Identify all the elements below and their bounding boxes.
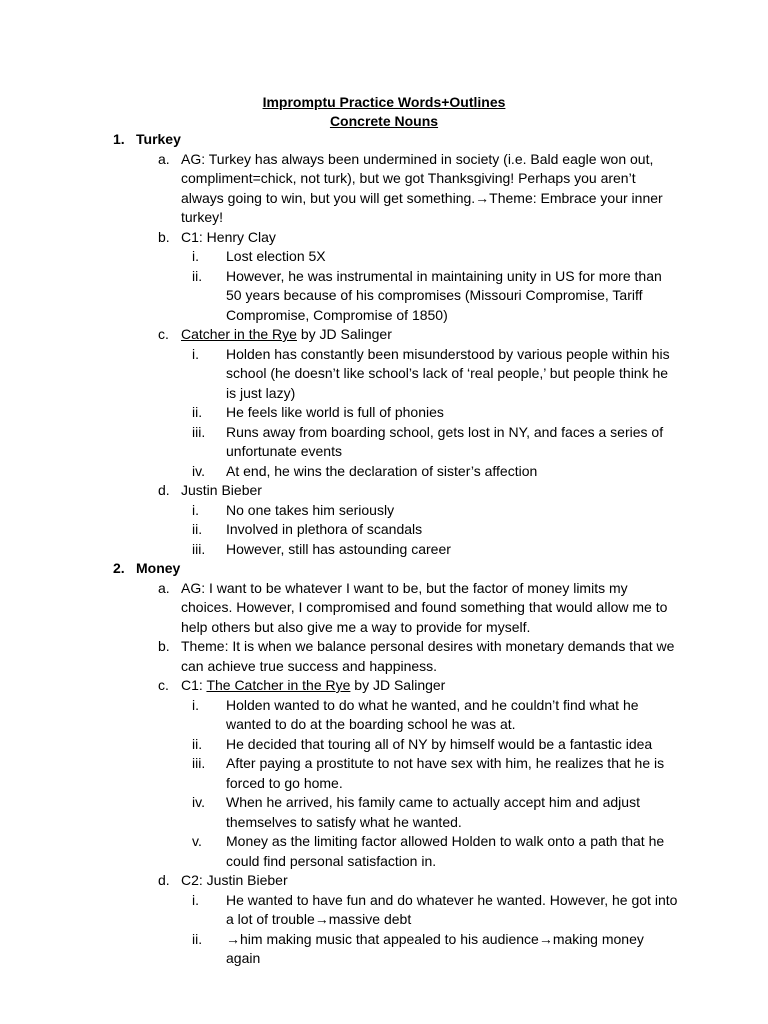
sub-item <box>0 267 768 326</box>
item-text: by JD Salinger <box>296 326 392 342</box>
item-marker: c. <box>158 677 169 693</box>
item-text: Lost election 5X <box>226 248 326 264</box>
item-marker: i. <box>192 248 199 264</box>
list-item <box>0 325 768 345</box>
sub-item <box>0 793 768 832</box>
section-title: Money <box>136 560 181 576</box>
section-title: Turkey <box>136 131 181 147</box>
item-marker: ii. <box>192 267 203 284</box>
item-text: C2: Justin Bieber <box>181 872 288 888</box>
sub-item <box>0 345 768 404</box>
section-number: 2. <box>113 560 125 576</box>
item-marker: v. <box>192 833 202 849</box>
item-text: Holden wanted to do what he wanted, and he couldn’t find what he wanted to do at the boarding school he was at. <box>226 696 639 732</box>
item-marker: ii. <box>192 930 203 947</box>
item-marker: iii. <box>192 755 206 771</box>
section-turkey <box>0 130 768 150</box>
item-text: by JD Salinger <box>350 677 446 693</box>
list-item <box>0 676 768 696</box>
list-item <box>0 637 768 676</box>
item-marker: i. <box>192 696 199 713</box>
item-marker: i. <box>192 345 199 362</box>
list-item <box>0 871 768 891</box>
item-text: When he arrived, his family came to actually accept him and adjust themselves to satisfy what he wanted. <box>226 794 640 830</box>
item-text: He wanted to have fun and do whatever he wanted. However, he got into a lot of trouble→massive debt <box>226 891 678 927</box>
item-marker: i. <box>192 891 199 908</box>
book-title: The Catcher in the Rye <box>206 677 351 693</box>
sub-item <box>0 423 768 462</box>
item-text: Runs away from boarding school, gets lost in NY, and faces a series of unfortunate events <box>226 423 664 459</box>
item-marker: ii. <box>192 735 203 752</box>
item-text: However, still has astounding career <box>226 540 451 557</box>
item-text: However, he was instrumental in maintaining unity in US for more than 50 years because of his compromises (Missouri Compromise, Tariff Compromise, Compromise of 1850) <box>226 267 662 323</box>
sub-item <box>0 735 768 755</box>
sub-item <box>0 247 768 267</box>
item-text: Justin Bieber <box>181 482 262 498</box>
item-text: He decided that touring all of NY by himself would be a fantastic idea <box>226 735 653 752</box>
item-text: →him making music that appealed to his audience→making money again <box>226 930 644 966</box>
document-title: Impromptu Practice Words+Outlines <box>262 94 506 110</box>
item-text: No one takes him seriously <box>226 501 395 518</box>
outline <box>0 130 768 969</box>
item-marker: b. <box>158 638 170 654</box>
item-marker: iii. <box>192 540 206 557</box>
item-marker: iv. <box>192 462 205 479</box>
section-money <box>0 559 768 579</box>
sub-item <box>0 540 768 560</box>
sub-item <box>0 696 768 735</box>
sub-item <box>0 462 768 482</box>
item-text: Theme: It is when we balance personal desires with monetary demands that we can achieve true success and happiness. <box>181 638 675 674</box>
item-marker: ii. <box>192 521 203 537</box>
document-subtitle: Concrete Nouns <box>329 113 439 129</box>
sub-item <box>0 403 768 423</box>
item-text: He feels like world is full of phonies <box>226 404 444 420</box>
sub-item <box>0 832 768 871</box>
item-marker: d. <box>158 872 170 888</box>
item-text: AG: I want to be whatever I want to be, but the factor of money limits my choices. However, I compromised and found something that would allow me to help others but also give me a way to provide for myself. <box>181 579 668 635</box>
sub-item <box>0 754 768 793</box>
item-marker: iii. <box>192 423 206 440</box>
sub-item <box>0 501 768 521</box>
item-marker: i. <box>192 501 199 518</box>
book-title: Catcher in the Rye <box>181 326 297 342</box>
item-marker: a. <box>158 579 170 596</box>
item-text: Money as the limiting factor allowed Holden to walk onto a path that he could find personal satisfaction in. <box>226 833 665 869</box>
item-marker: d. <box>158 482 170 498</box>
sub-item <box>0 891 768 930</box>
item-text: AG: Turkey has always been undermined in society (i.e. Bald eagle won out, compliment=chick, not turk), but we got Thanksgiving! Perhaps you aren’t always going to win, but you will get something.→Theme: Embrace your inner turkey! <box>181 150 663 225</box>
item-text: At end, he wins the declaration of sister’s affection <box>226 462 538 479</box>
list-item <box>0 228 768 248</box>
item-marker: iv. <box>192 794 205 810</box>
item-marker: b. <box>158 228 170 245</box>
item-marker: c. <box>158 326 169 342</box>
item-marker: a. <box>158 150 170 167</box>
list-item <box>0 150 768 228</box>
list-item <box>0 579 768 638</box>
item-text: After paying a prostitute to not have sex with him, he realizes that he is forced to go home. <box>226 755 665 791</box>
item-text: Holden has constantly been misunderstood by various people within his school (he doesn’t like school’s lack of ‘real people,’ but people think he is just lazy) <box>226 345 670 401</box>
section-number: 1. <box>113 131 125 147</box>
list-item <box>0 481 768 501</box>
item-text: C1: <box>181 677 207 693</box>
sub-item <box>0 930 768 969</box>
item-text: Involved in plethora of scandals <box>226 521 423 537</box>
item-marker: ii. <box>192 404 203 420</box>
item-text: C1: Henry Clay <box>181 228 276 245</box>
sub-item <box>0 520 768 540</box>
